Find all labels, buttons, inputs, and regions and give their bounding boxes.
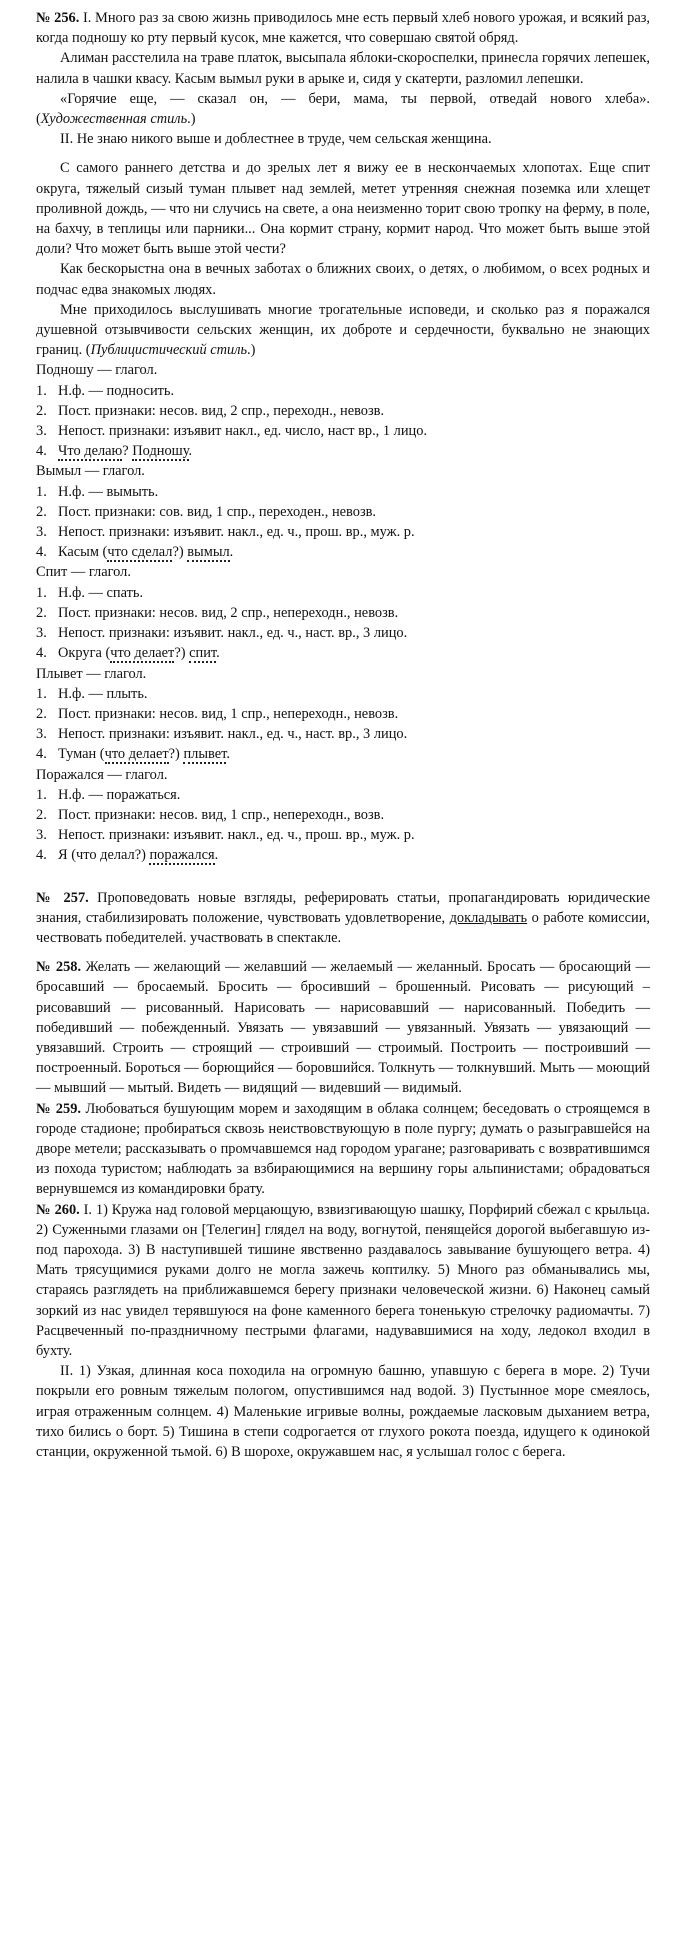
analysis-item: 1. Н.ф. — вымыть. xyxy=(36,483,159,500)
analysis-question-mark: ?) xyxy=(168,746,184,763)
analysis-subject: Округа ( xyxy=(58,645,111,662)
analysis-item: 4. Касым (что сделал?) вымыл. xyxy=(36,544,234,561)
analysis-item: 3. Непост. признаки: изъявит. накл., ед. ч., прош. вр., муж. р. xyxy=(36,524,415,541)
analysis-item: 1. Н.ф. — подносить. xyxy=(36,382,175,399)
ex260-para-1 xyxy=(36,1200,650,1362)
analysis-subject: Я (что делал?) xyxy=(58,847,150,864)
analysis-item-text: Н.ф. — подносить. xyxy=(58,382,175,399)
ex259-para xyxy=(36,1099,650,1200)
ex256-para-4: II. Не знаю никого выше и доблестнее в труде, чем сельская женщина. xyxy=(60,131,492,148)
analysis-item: 3. Непост. признаки: изъявит. накл., ед. ч., наст. вр., 3 лицо. xyxy=(36,625,408,642)
analysis-item: 2. Пост. признаки: несов. вид, 1 спр., непереходн., невозв. xyxy=(36,705,399,722)
ex260-number: № 260. xyxy=(36,1201,80,1218)
ex260-part-1-text: I. 1) Кружа над головой мерцающую, взвизгивающую шашку, Порфирий сбежал с крыльца. 2) Суженными глазами он [Телегин] глядел на воду, вогнутой, пенящейся дорогой выбегавшую из-под парохода. 3) В наступившей тишине явственно раздавалось завывание бушующего ветра. 4) Мать трясущимися руками долго не могла зажечь коптилку. 5) Много раз обманывались мы, стараясь разглядеть на приближавшемся берегу признаки человеческой жизни. 6) Наконец самый зоркий из нас увидел терявшуюся на фоне каменного берега тоненькую стрелочку радиомачты. 7) Расцвеченный по-праздничному пестрыми флагами, надувавшимися на ходу, ледокол входил в бухту. xyxy=(36,1201,650,1359)
analysis-predicate: поражался xyxy=(149,847,215,864)
analysis-item-text: Н.ф. — поражаться. xyxy=(58,786,181,803)
ex256-para-7-close: .) xyxy=(247,342,256,359)
ex256-para-1 xyxy=(36,8,650,48)
analysis-item-text: Непост. признаки: изъявит накл., ед. число, наст вр., 1 лицо. xyxy=(58,423,428,440)
analysis-item-text: Непост. признаки: изъявит. накл., ед. ч., прош. вр., муж. р. xyxy=(58,524,415,541)
analysis-item-text: Н.ф. — спать. xyxy=(58,584,144,601)
ex256-number: № 256. xyxy=(36,10,80,26)
analysis-subject: Туман ( xyxy=(58,746,105,763)
ex258-number: № 258. xyxy=(36,959,82,976)
ex257-underlined-word: докладывать xyxy=(449,909,528,926)
ex256-para-1-text: I. Много раз за свою жизнь приводилось мне есть первый хлеб нового урожая, и всякий раз, когда подношу ко рту первый кусок, мне кажется, что совершаю святой обряд. xyxy=(36,10,650,47)
analysis-heading: Поражался — глагол. xyxy=(36,766,168,783)
verb-analysis-5 xyxy=(36,765,650,866)
analysis-heading: Спит — глагол. xyxy=(36,564,131,581)
ex259-text: Любоваться бушующим морем и заходящим в облака солнцем; беседовать о строящемся в городе стадионе; пробираться сквозь неиствовствующую в поле пургу; думать о разыгравшейся на дворе метели; рассказывать о промчавшемся над городом урагане; разговаривать с возвратившимся из похода туристом; наблюдать за взбирающимися на вершину горы альпинистами; обрадоваться вернувшемся из командировки брату. xyxy=(36,1100,650,1198)
verb-analysis-3 xyxy=(36,562,650,663)
analysis-item: 1. Н.ф. — плыть. xyxy=(36,685,148,702)
analysis-item: 3. Непост. признаки: изъявит накл., ед. число, наст вр., 1 лицо. xyxy=(36,423,428,440)
ex258-para xyxy=(36,957,650,1098)
ex257-number: № 257. xyxy=(36,889,89,906)
analysis-question-mark: ?) xyxy=(172,544,188,561)
analysis-end: . xyxy=(214,847,219,864)
analysis-item: 2. Пост. признаки: сов. вид, 1 спр., переходен., невозв. xyxy=(36,503,377,520)
analysis-item: 4. Округа (что делает?) спит. xyxy=(36,645,220,662)
analysis-item-text: Пост. признаки: несов. вид, 2 спр., переходн., невозв. xyxy=(58,402,385,419)
analysis-heading: Вымыл — глагол. xyxy=(36,463,145,480)
analysis-end: . xyxy=(226,746,230,763)
analysis-end: . xyxy=(216,645,220,662)
ex257-text-b: о работе комиссии, чествовать победителей. участвовать в спектакле. xyxy=(36,909,651,946)
analysis-item-text: Н.ф. — плыть. xyxy=(58,685,148,702)
analysis-item: 2. Пост. признаки: несов. вид, 1 спр., непереходн., возв. xyxy=(36,806,385,823)
ex256-para-7 xyxy=(36,300,650,361)
ex256-para-7-text: Мне приходилось выслушивать многие трогательные исповеди, и сколько раз я поражался душевной отзывчивости сельских женщин, их доброте и сердечности, буквально не знающих границ. ( xyxy=(36,301,650,359)
ex257-para xyxy=(36,888,650,949)
ex257-text-a: Проповедовать новые взгляды, реферировать статьи, пропагандировать юридические знания, стабилизировать положение, чувствовать удовлетворение, xyxy=(36,889,650,926)
ex256-para-2: Алиман расстелила на траве платок, высыпала яблоки-скороспелки, принесла горячих лепешек, налила в чашки квасу. Касым вымыл руки в арыке и, сидя у скатерти, разломил лепешки. xyxy=(36,50,650,87)
analysis-item-text: Пост. признаки: несов. вид, 2 спр., непереходн., невозв. xyxy=(58,604,399,621)
analysis-predicate: вымыл xyxy=(187,544,230,561)
ex256-para-6: Как бескорыстна она в вечных заботах о ближних своих, о детях, о любимом, о всех родных и подчас едва знакомых людях. xyxy=(36,261,650,298)
analysis-item-text: Н.ф. — вымыть. xyxy=(58,483,159,500)
analysis-item: 4. Что делаю? Подношу. xyxy=(36,443,193,460)
analysis-item-text: Пост. признаки: несов. вид, 1 спр., непереходн., возв. xyxy=(58,806,385,823)
analysis-predicate: Подношу xyxy=(132,443,189,460)
ex259-number: № 259. xyxy=(36,1100,81,1117)
analysis-item: 1. Н.ф. — поражаться. xyxy=(36,786,181,803)
analysis-item-text: Пост. признаки: несов. вид, 1 спр., непереходн., невозв. xyxy=(58,705,399,722)
analysis-item-text: Пост. признаки: сов. вид, 1 спр., переходен., невозв. xyxy=(58,503,377,520)
analysis-item-text: Непост. признаки: изъявит. накл., ед. ч., прош. вр., муж. р. xyxy=(58,827,415,844)
analysis-subject: Касым ( xyxy=(58,544,108,561)
verb-analysis-4 xyxy=(36,664,650,765)
analysis-item: 4. Я (что делал?) поражался. xyxy=(36,847,219,864)
analysis-item: 4. Туман (что делает?) плывет. xyxy=(36,746,230,763)
ex256-style-label-2: Публицистический стиль xyxy=(90,342,248,359)
analysis-question: что делает xyxy=(110,645,175,662)
ex256-style-label-1: Художественная стиль xyxy=(40,111,188,128)
analysis-item: 3. Непост. признаки: изъявит. накл., ед. ч., наст. вр., 3 лицо. xyxy=(36,726,408,743)
ex256-para-3 xyxy=(36,89,650,129)
ex256-para-5: С самого раннего детства и до зрелых лет я вижу ее в нескончаемых хлопотах. Еще спит округа, тяжелый сизый туман плывет над землей, метет утренняя снежная поземка или хлещет проливной дождь, — что ни случись на свете, а она неизменно торит свою тропку на ферму, в поле, на бахчу, в теплицы или парники... Она кормит страну, кормит народ. Что может быть выше этой доли? Что может быть выше этой чести? xyxy=(36,160,650,258)
analysis-item: 2. Пост. признаки: несов. вид, 2 спр., непереходн., невозв. xyxy=(36,604,399,621)
ex258-text: Желать — желающий — желавший — желаемый — желанный. Бросать — бросающий — бросавший — бросаемый. Бросить — бросивший – брошенный. Рисовать — рисующий – рисовавший — рисованный. Нарисовать — нарисовавший — нарисованный. Победить — победивший — побежденный. Увязать — увязавший — увязанный. Увязать — увязающий — увязавший. Строить — строящий — строивший — строимый. Построить — построивший — построенный. Бороться — борющийся — боровшийся. Толкнуть — толкнувший. Мыть — моющий — мывший — мытый. Видеть — видящий — видевший — видимый. xyxy=(36,959,650,1097)
analysis-item: 3. Непост. признаки: изъявит. накл., ед. ч., прош. вр., муж. р. xyxy=(36,827,415,844)
analysis-question-mark: ?) xyxy=(174,645,190,662)
analysis-item-text: Непост. признаки: изъявит. накл., ед. ч., наст. вр., 3 лицо. xyxy=(58,625,408,642)
verb-analysis-1 xyxy=(36,360,650,461)
analysis-end: . xyxy=(229,544,234,561)
analysis-question: что сделал xyxy=(107,544,173,561)
analysis-predicate: спит xyxy=(189,645,217,662)
analysis-end: . xyxy=(188,443,193,460)
analysis-item-text: Непост. признаки: изъявит. накл., ед. ч., наст. вр., 3 лицо. xyxy=(58,726,408,743)
ex256-para-3-text: «Горячие еще, — сказал он, — бери, мама, ты первой, отведай нового хлеба». ( xyxy=(36,90,650,128)
analysis-question: Что делаю xyxy=(58,443,123,460)
analysis-item: 2. Пост. признаки: несов. вид, 2 спр., переходн., невозв. xyxy=(36,402,385,419)
analysis-question-mark: ? xyxy=(122,443,133,460)
analysis-heading: Подношу — глагол. xyxy=(36,362,158,379)
analysis-question: что делает xyxy=(104,746,169,763)
verb-analysis-2 xyxy=(36,461,650,562)
ex256-para-3-close: .) xyxy=(187,111,196,128)
analysis-item: 1. Н.ф. — спать. xyxy=(36,584,144,601)
analysis-predicate: плывет xyxy=(183,746,227,763)
analysis-heading: Плывет — глагол. xyxy=(36,665,147,682)
ex260-para-2: II. 1) Узкая, длинная коса походила на огромную башню, упавшую с берега в море. 2) Тучи покрыли его ровным тяжелым пологом, опустившимся над водой. 3) Пустынное море смеялось, играя отраженным солнцем. 4) Маленькие игривые волны, рождаемые ласковым дыханием ветра, тихо бились о борт. 5) Тишина в степи содрогается от глухого рокота поезда, идущего к одинокой станции, окруженной тьмой. 6) В шорохе, окружавшем нас, я услышал голос с берега. xyxy=(36,1363,650,1461)
